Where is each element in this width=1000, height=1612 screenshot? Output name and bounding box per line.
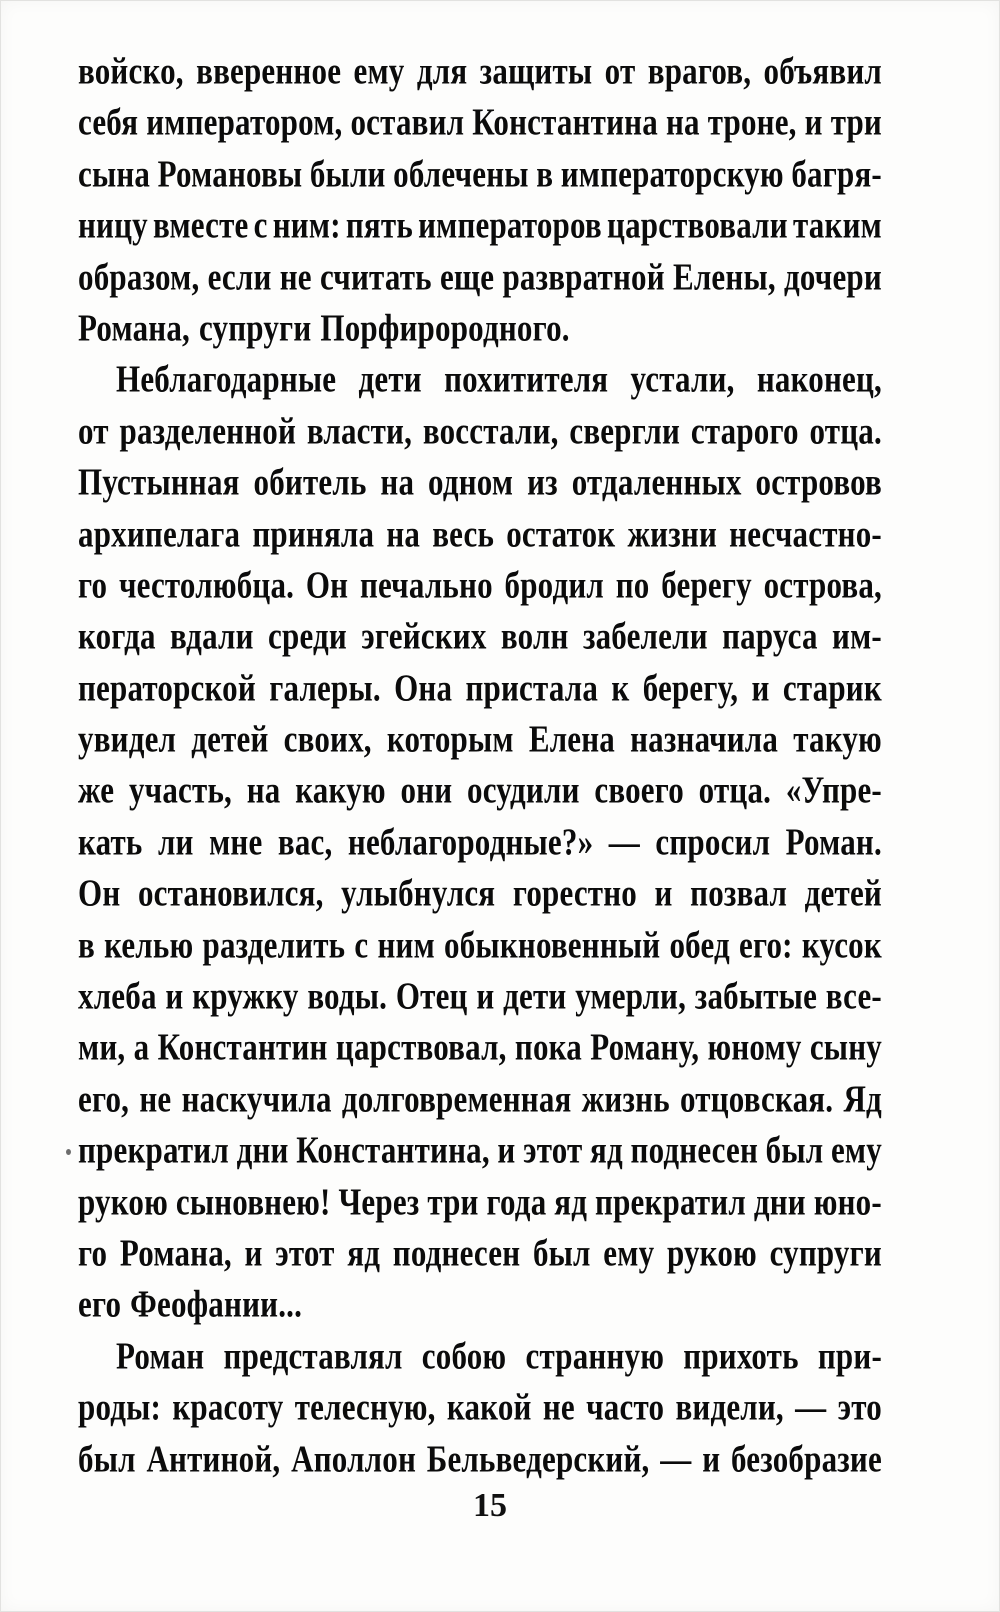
- text-line: го честолюбца. Он печально бродил по берегу острова,: [78, 562, 882, 606]
- text-line: себя императором, оставил Константина на троне, и три: [78, 100, 882, 143]
- text-line: когда вдали среди эгейских волн забелели паруса им-: [78, 614, 882, 657]
- text-line: хлеба и кружку воды. Отец и дети умерли, забытые все-: [78, 973, 882, 1017]
- text-line: Романа, супруги Порфирородного.: [78, 305, 570, 349]
- text-line: его Феофании...: [78, 1282, 303, 1325]
- text-line: Неблагодарные дети похитителя устали, наконец,: [116, 357, 882, 400]
- text-line: ницу вместе с ним: пять императоров царствовали таким: [78, 202, 882, 246]
- text-line: был Антиной, Аполлон Бельведерский, — и безобразие: [78, 1436, 882, 1479]
- text-line: сына Романовы были облечены в императорскую багря-: [78, 151, 882, 195]
- text-line: войско, вверенное ему для защиты от врагов, объявил: [78, 48, 882, 92]
- text-line: ми, а Константин царствовал, пока Роману, юному сыну: [78, 1025, 882, 1068]
- text-line: роды: красоту телесную, какой не часто видели, — это: [78, 1384, 882, 1428]
- text-line: от разделенной власти, восстали, свергли старого отца.: [78, 408, 882, 452]
- text-line: увидел детей своих, которым Елена назначила такую: [78, 716, 882, 760]
- text-line: Он остановился, улыбнулся горестно и позвал детей: [78, 870, 882, 914]
- text-line: архипелага приняла на весь остаток жизни несчастно-: [78, 511, 882, 554]
- text-line: его, не наскучила долговременная жизнь отцовская. Яд: [78, 1076, 882, 1120]
- text-line: рукою сыновнею! Через три года яд прекратил дни юно-: [78, 1179, 882, 1223]
- page-number: 15: [473, 1487, 507, 1524]
- text-block: [78, 45, 882, 1484]
- text-line: кать ли мне вас, неблагородные?» — спросил Роман.: [78, 819, 882, 863]
- text-line: же участь, на какую они осудили своего отца. «Упре-: [78, 768, 882, 811]
- text-line: Пустынная обитель на одном из отдаленных островов: [78, 459, 882, 503]
- text-line: прекратил дни Константина, и этот яд поднесен был ему: [78, 1127, 882, 1171]
- text-line: в келью разделить с ним обыкновенный обед его: кусок: [78, 922, 882, 966]
- scan-speck: [66, 1149, 71, 1155]
- text-line: Роман представлял собою странную прихоть при-: [116, 1333, 882, 1377]
- text-line: ператорской галеры. Она пристала к берегу, и старик: [78, 665, 882, 709]
- text-line: образом, если не считать еще развратной Елены, дочери: [78, 254, 882, 297]
- text-line: го Романа, и этот яд поднесен был ему рукою супруги: [78, 1230, 882, 1274]
